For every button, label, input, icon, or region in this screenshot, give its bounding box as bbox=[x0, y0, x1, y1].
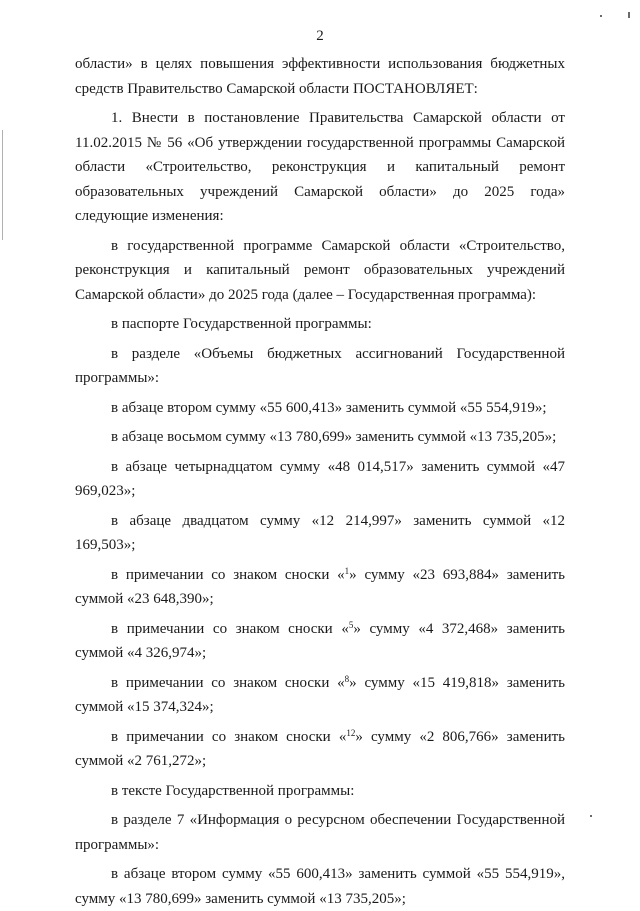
paragraph-passport: в паспорте Государственной программы: bbox=[111, 316, 372, 332]
paragraph-footnote-amendment bbox=[75, 617, 565, 666]
footnote-mark: 1 bbox=[344, 565, 350, 576]
footnote-text-pre: в примечании со знаком сноски « bbox=[111, 728, 347, 745]
footnote-mark: 8 bbox=[344, 673, 350, 684]
footnote-text-pre: в примечании со знаком сноски « bbox=[111, 674, 345, 691]
page-number: 2 bbox=[316, 28, 324, 44]
footnote-text-post: » сумму «2 806,766» заменить суммой «2 761,272»; bbox=[75, 728, 565, 769]
paragraph-footnote-amendment bbox=[75, 725, 565, 774]
paragraph-section-volumes: в разделе «Объемы бюджетных ассигнований Государственной программы»: bbox=[75, 345, 565, 386]
paragraph-program-text: в тексте Государственной программы: bbox=[111, 782, 355, 799]
paragraph-program: в государственной программе Самарской области «Строительство, реконструкция и капитальный ремонт образовательных учреждений Самарской области» до 2025 года (далее – Государственная программа): bbox=[75, 237, 565, 303]
footnote-text-pre: в примечании со знаком сноски « bbox=[111, 566, 345, 583]
scan-speck bbox=[590, 815, 592, 817]
paragraph-amendment: в абзаце втором сумму «55 600,413» заменить суммой «55 554,919», сумму «13 780,699» заменить суммой «13 735,205»; bbox=[75, 866, 565, 907]
footnote-mark: 5 bbox=[348, 619, 354, 630]
paragraph-amendment: в абзаце двадцатом сумму «12 214,997» заменить суммой «12 169,503»; bbox=[75, 512, 565, 553]
footnote-text-pre: в примечании со знаком сноски « bbox=[111, 620, 349, 637]
paragraph-amendment: в абзаце втором сумму «55 600,413» заменить суммой «55 554,919»; bbox=[111, 399, 547, 416]
paragraph-amendment: в абзаце четырнадцатом сумму «48 014,517» заменить суммой «47 969,023»; bbox=[75, 458, 565, 499]
paragraph-section-7: в разделе 7 «Информация о ресурсном обеспечении Государственной программы»: bbox=[75, 812, 565, 853]
paragraph-footnote-amendment bbox=[75, 563, 565, 612]
footnote-text-post: » сумму «23 693,884» заменить суммой «23 648,390»; bbox=[75, 566, 565, 607]
footnote-text-post: » сумму «15 419,818» заменить суммой «15 374,324»; bbox=[75, 674, 565, 715]
paragraph-amendment: в абзаце восьмом сумму «13 780,699» заменить суммой «13 735,205»; bbox=[111, 429, 557, 445]
scan-speck bbox=[600, 15, 602, 17]
paragraph-footnote-amendment bbox=[75, 671, 565, 720]
paragraph-item-1: 1. Внести в постановление Правительства Самарской области от 11.02.2015 № 56 «Об утверждении государственной программы Самарской области «Строительство, реконструкция и капитальный ремонт образовательных учреждений Самарской области» до 2025 года» следующие изменения: bbox=[75, 110, 565, 224]
paragraph-intro: области» в целях повышения эффективности использования бюджетных средств Правительство Самарской области ПОСТАНОВЛЯЕТ: bbox=[75, 56, 565, 97]
footnote-text-post: » сумму «4 372,468» заменить суммой «4 326,974»; bbox=[75, 620, 565, 661]
scan-edge-line bbox=[2, 130, 3, 240]
footnote-mark: 12 bbox=[346, 727, 356, 738]
scan-speck bbox=[628, 12, 630, 18]
document-body bbox=[75, 52, 565, 911]
